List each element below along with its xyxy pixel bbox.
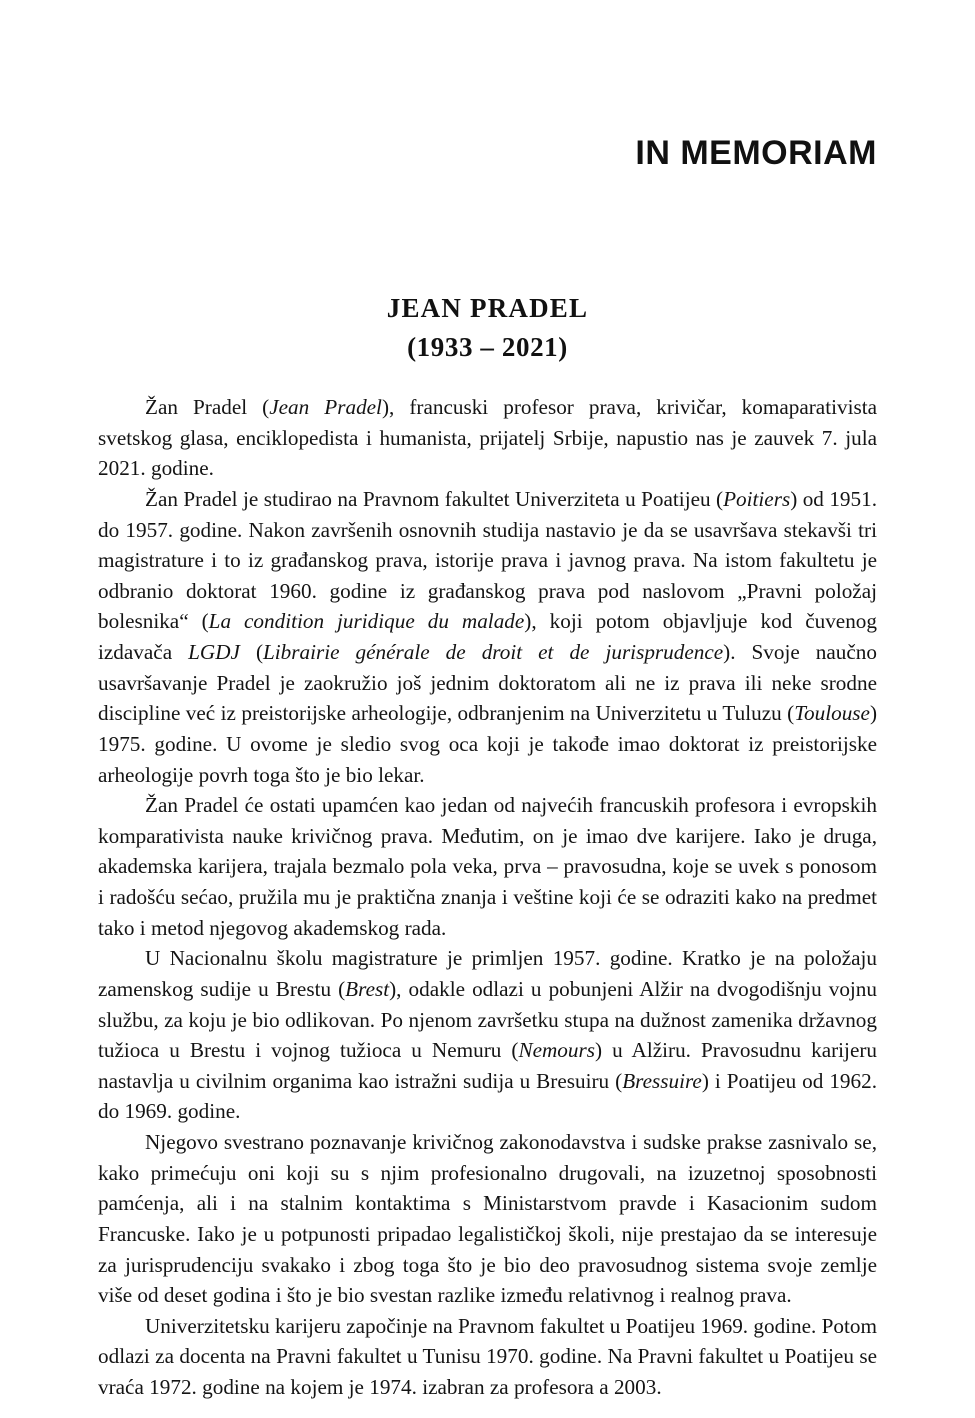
italic-term: Toulouse [794, 701, 870, 726]
page-title: JEAN PRADEL [386, 293, 589, 323]
paragraph-6: Univerzitetsku karijeru započinje na Pravnom fakultet u Poatijeu 1969. godine. Potom odlazi za docenta na Pravni fakultet u Tunisu 1970. godine. Na Pravni fakultet u Poatijeu se vraća 1972. godine na kojem je 1974. izabran za profesora a 2003. [98, 1313, 877, 1400]
italic-term: Poitiers [723, 486, 791, 511]
italic-term: Jean Pradel [269, 395, 382, 420]
paragraph-4: U Nacionalnu školu magistrature je primljen 1957. godine. Kratko je na položaju zamenskog sudije u Brestu (Brest), odakle odlazi u pobunjeni Alžir na dvogodišnju vojnu službu, za koju je bio odlikovan. Po njenom završetku stupa na dužnost zamenika državnog tužioca u Brestu i vojnog tužioca u Nemuru (Nemours) u Alžiru. Pravosudnu karijeru nastavlja u civilnim organima kao istražni sudija u Bresuiru (Bressuire) i Poatijeu od 1962. do 1969. godine. [98, 946, 878, 1124]
paragraph-3: Žan Pradel će ostati upamćen kao jedan od najvećih francuskih profesora i evropskih komparativista nauke krivičnog prava. Međutim, on je imao dve karijere. Iako je druga, akademska karijera, trajala bezmalo pola veka, prva – pravosudna, koje se uvek s ponosom i radošću sećao, pružila mu je praktična znanja i veštine koji će se odraziti kako na predmet tako i metod njegovog akademskog rada. [98, 793, 877, 940]
paragraph-2: Žan Pradel je studirao na Pravnom fakultet Univerziteta u Poatijeu (Poitiers) od 1951. do 1957. godine. Nakon završenih osnovnih studija nastavio je da se usavršava stekavši tri magistrature i to iz građanskog prava, istorije prava i javnog prava. Na istom fakultetu je odbranio doktorat 1960. godine iz građanskog prava pod naslovom „Pravni položaj bolesnika“ (La condition juridique du malade), koji potom objavljuje kod čuvenog izdavača LGDJ (Librairie générale de droit et de jurisprudence). Svoje naučno usavršavanje Pradel je zaokružio još jednim doktoratom ali ne iz prava ili neke srodne discipline već iz preistorijske arheologije, odbranjenim na Univerzitetu u Tuluzu (Toulouse) 1975. godine. U ovome je sledio svog oca koji je takođe imao doktorat iz preistorijske arheologije povrh toga što je bio lekar. [98, 486, 877, 787]
paragraph-5: Njegovo svestrano poznavanje krivičnog zakonodavstva i sudske prakse zasnivalo se, kako primećuju oni koji su s njim profesionalno drugovali, na izuzetnoj sposobnosti pamćenja, ali i na stalnim kontaktima s Ministarstvom pravde i Kasacionim sudom Francuske. Iako je u potpunosti pripadao legalističkoj školi, nije prestajao da se interesuje za jurisprudenciju svakako i zbog toga što je bio deo pravosudnog sistema svoje zemlje više od deset godina i što je bio svestan razlike između relativnog i realnog prava. [98, 1130, 877, 1308]
italic-term: La condition juridique du malade [208, 609, 525, 634]
article-body [98, 392, 877, 1403]
section-heading: IN MEMORIAM [635, 134, 877, 172]
italic-term: Bressuire [622, 1068, 702, 1093]
italic-term: Nemours [518, 1038, 595, 1063]
paragraph-1: Žan Pradel (Jean Pradel), francuski profesor prava, krivičar, komaparativista svetskog glasa, enciklopedista i humanista, prijatelj Srbije, napustio nas je zauvek 7. jula 2021. godine. [98, 395, 877, 481]
italic-term: Brest [345, 976, 390, 1001]
title-block [98, 291, 877, 364]
page-subtitle: (1933 – 2021) [407, 331, 568, 362]
italic-term: Librairie générale de droit et de jurisprudence [263, 640, 724, 665]
italic-term: LGDJ [188, 640, 240, 665]
